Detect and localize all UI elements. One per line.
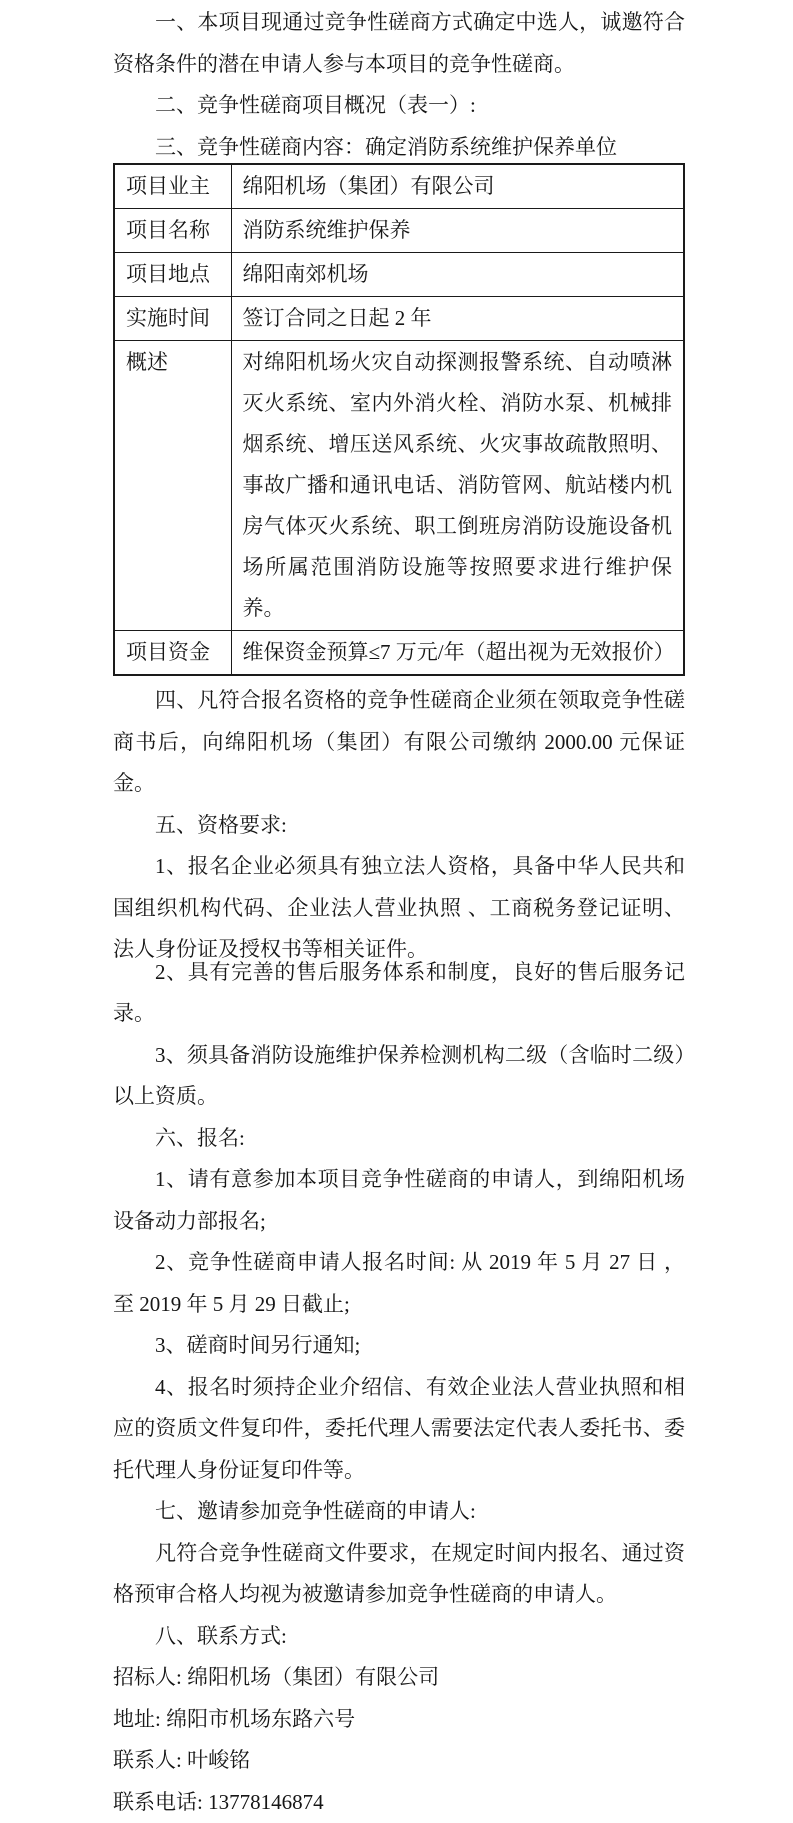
para-invitation-body: 凡符合竞争性磋商文件要求，在规定时间内报名、通过资格预审合格人均视为被邀请参加竞争性磋商的申请人。 — [113, 1533, 685, 1616]
para-notice-invitation: 一、本项目现通过竞争性磋商方式确定中选人，诚邀符合资格条件的潜在申请人参与本项目的竞争性磋商。 — [113, 2, 685, 85]
row-label: 项目地点 — [114, 253, 231, 297]
document-page — [113, 0, 685, 1823]
heading-contact: 八、联系方式: — [113, 1616, 685, 1658]
para-qualification-item-2: 2、具有完善的售后服务体系和制度，良好的售后服务记录。 — [113, 952, 685, 1035]
row-label: 项目业主 — [114, 164, 231, 209]
row-label: 实施时间 — [114, 297, 231, 341]
para-registration-item-1: 1、请有意参加本项目竞争性磋商的申请人，到绵阳机场设备动力部报名; — [113, 1159, 685, 1242]
row-label: 概述 — [114, 341, 231, 631]
row-value: 维保资金预算≤7 万元/年（超出视为无效报价） — [231, 631, 684, 676]
table-row-name — [114, 209, 684, 253]
row-value: 绵阳机场（集团）有限公司 — [231, 164, 684, 209]
row-value: 对绵阳机场火灾自动探测报警系统、自动喷淋灭火系统、室内外消火栓、消防水泵、机械排烟系统、增压送风系统、火灾事故疏散照明、事故广播和通讯电话、消防管网、航站楼内机房气体灭火系统、职工倒班房消防设施设备机场所属范围消防设施等按照要求进行维护保养。 — [231, 341, 684, 631]
contact-line-phone: 联系电话: 13778146874 — [113, 1782, 685, 1823]
table-row-duration — [114, 297, 684, 341]
project-overview-table — [113, 163, 685, 676]
contact-line-person: 联系人: 叶峻铭 — [113, 1740, 685, 1782]
table-row-owner — [114, 164, 684, 209]
row-value: 消防系统维护保养 — [231, 209, 684, 253]
para-registration-item-4: 4、报名时须持企业介绍信、有效企业法人营业执照和相应的资质文件复印件，委托代理人需要法定代表人委托书、委托代理人身份证复印件等。 — [113, 1367, 685, 1492]
contact-line-address: 地址: 绵阳市机场东路六号 — [113, 1699, 685, 1741]
row-label: 项目名称 — [114, 209, 231, 253]
heading-registration: 六、报名: — [113, 1118, 685, 1160]
table-row-location — [114, 253, 684, 297]
table-row-budget — [114, 631, 684, 676]
row-value: 签订合同之日起 2 年 — [231, 297, 684, 341]
para-registration-item-2: 2、竞争性磋商申请人报名时间: 从 2019 年 5 月 27 日 ，至 2019 年 5 月 29 日截止; — [113, 1242, 685, 1325]
heading-project-overview: 二、竞争性磋商项目概况（表一）: — [113, 85, 685, 127]
para-registration-item-3: 3、磋商时间另行通知; — [113, 1325, 685, 1367]
row-label: 项目资金 — [114, 631, 231, 676]
para-deposit-requirement: 四、凡符合报名资格的竞争性磋商企业须在领取竞争性磋商书后，向绵阳机场（集团）有限公司缴纳 2000.00 元保证金。 — [113, 680, 685, 805]
para-qualification-item-1: 1、报名企业必须具有独立法人资格，具备中华人民共和国组织机构代码、企业法人营业执照 、工商税务登记证明、法人身份证及授权书等相关证件。 — [113, 846, 685, 971]
table-row-summary — [114, 341, 684, 631]
heading-negotiation-content: 三、竞争性磋商内容：确定消防系统维护保养单位 — [113, 127, 685, 169]
contact-line-bidder: 招标人: 绵阳机场（集团）有限公司 — [113, 1657, 685, 1699]
heading-qualification: 五、资格要求: — [113, 805, 685, 847]
heading-invitation: 七、邀请参加竞争性磋商的申请人: — [113, 1491, 685, 1533]
row-value: 绵阳南郊机场 — [231, 253, 684, 297]
para-qualification-item-3: 3、须具备消防设施维护保养检测机构二级（含临时二级）以上资质。 — [113, 1035, 685, 1118]
